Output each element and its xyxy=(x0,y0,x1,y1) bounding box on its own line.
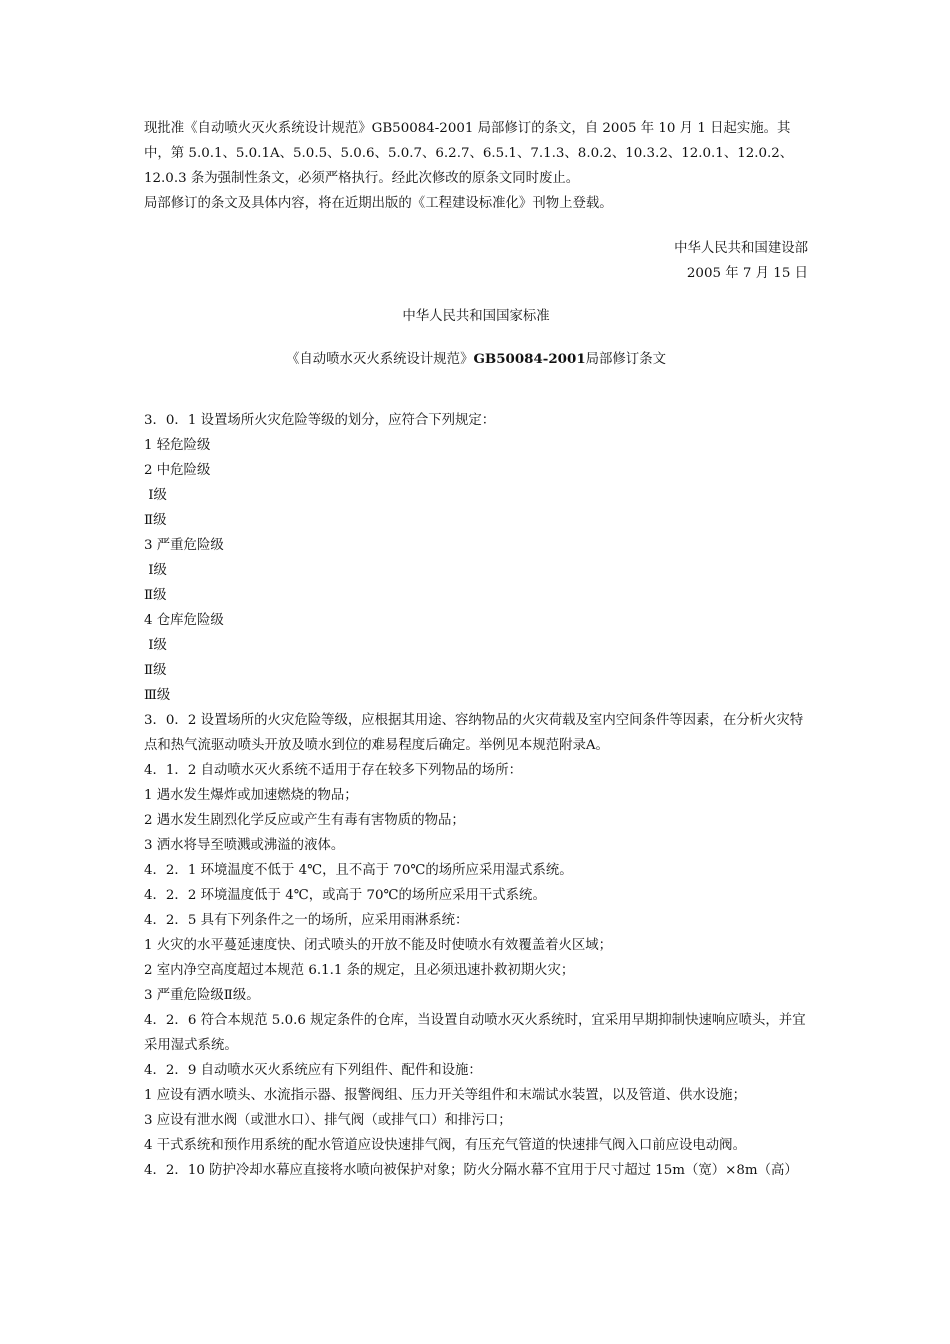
document-page xyxy=(144,116,808,1183)
clause-line: 1 火灾的水平蔓延速度快、闭式喷头的开放不能及时使喷水有效覆盖着火区域； xyxy=(144,938,613,953)
clause-line: 2 室内净空高度超过本规范 6.1.1 条的规定，且必须迅速扑救初期火灾； xyxy=(144,963,575,978)
title-prefix: 《自动喷水灭火系统设计规范》 xyxy=(286,352,474,367)
issuer-signature: 中华人民共和国建设部 xyxy=(674,241,808,256)
clause-line: Ⅱ级 xyxy=(144,513,167,528)
clause-list xyxy=(144,408,808,1183)
clause-line: Ⅱ级 xyxy=(144,663,167,678)
clause-line: 1 轻危险级 xyxy=(144,438,211,453)
clause-line: Ⅰ级 xyxy=(144,563,167,578)
intro-paragraph-approval: 现批准《自动喷火灭火系统设计规范》GB50084-2001 局部修订的条文，自 2005 年 10 月 1 日起实施。其中，第 5.0.1、5.0.1A、5.0.5、5.0.6、5.0.7、6.2.7、6.5.1、7.1.3、8.0.2、10.3.2、12.0.1、12.0.2、12.0.3 条为强制性条文，必须严格执行。经此次修改的原条文同时废止。 xyxy=(144,121,794,186)
clause-line: 3．0．2 设置场所的火灾危险等级，应根据其用途、容纳物品的火灾荷载及室内空间条件等因素，在分析火灾特点和热气流驱动喷头开放及喷水到位的难易程度后确定。举例见本规范附录A。 xyxy=(144,713,804,753)
issue-date: 2005 年 7 月 15 日 xyxy=(686,266,808,281)
clause-line: Ⅱ级 xyxy=(144,588,167,603)
clause-line: 1 应设有洒水喷头、水流指示器、报警阀组、压力开关等组件和末端试水装置，以及管道、供水设施； xyxy=(144,1088,746,1103)
clause-line: 4．2．1 环境温度不低于 4℃，且不高于 70℃的场所应采用湿式系统。 xyxy=(144,863,573,878)
spacer xyxy=(144,372,808,408)
clause-line: 3 洒水将导至喷溅或沸溢的液体。 xyxy=(144,838,345,853)
clause-line: 2 遇水发生剧烈化学反应或产生有毒有害物质的物品； xyxy=(144,813,465,828)
clause-line: 4．2．2 环境温度低于 4℃，或高于 70℃的场所应采用干式系统。 xyxy=(144,888,546,903)
intro-paragraph-publication: 局部修订的条文及具体内容，将在近期出版的《工程建设标准化》刊物上登载。 xyxy=(144,196,613,211)
clause-line: 4．2．10 防护冷却水幕应直接将水喷向被保护对象；防火分隔水幕不宜用于尺寸超过 15m（宽）×8m（高） xyxy=(144,1163,798,1178)
clause-line: 3．0．1 设置场所火灾危险等级的划分，应符合下列规定： xyxy=(144,413,496,428)
title-code: GB50084-2001 xyxy=(473,351,586,367)
spacer xyxy=(144,329,808,347)
clause-line: Ⅰ级 xyxy=(144,488,167,503)
clause-line: 3 应设有泄水阀（或泄水口）、排气阀（或排气口）和排污口； xyxy=(144,1113,512,1128)
clause-line: 4．1．2 自动喷水灭火系统不适用于存在较多下列物品的场所： xyxy=(144,763,522,778)
title-suffix: 局部修订条文 xyxy=(585,352,666,367)
clause-line: 4．2．5 具有下列条件之一的场所，应采用雨淋系统： xyxy=(144,913,469,928)
clause-line: 4．2．6 符合本规范 5.0.6 规定条件的仓库，当设置自动喷水灭火系统时，宜采用早期抑制快速响应喷头，并宜采用湿式系统。 xyxy=(144,1013,806,1053)
clause-line: Ⅲ级 xyxy=(144,688,171,703)
clause-line: Ⅰ级 xyxy=(144,638,167,653)
clause-line: 2 中危险级 xyxy=(144,463,211,478)
clause-line: 1 遇水发生爆炸或加速燃烧的物品； xyxy=(144,788,358,803)
spacer xyxy=(144,216,808,236)
clause-line: 3 严重危险级Ⅱ级。 xyxy=(144,988,260,1003)
document-title xyxy=(144,347,808,372)
clause-line: 4 干式系统和预作用系统的配水管道应设快速排气阀，有压充气管道的快速排气阀入口前应设电动阀。 xyxy=(144,1138,746,1153)
clause-line: 4．2．9 自动喷水灭火系统应有下列组件、配件和设施： xyxy=(144,1063,482,1078)
clause-line: 3 严重危险级 xyxy=(144,538,224,553)
standard-heading: 中华人民共和国国家标准 xyxy=(402,309,550,324)
spacer xyxy=(144,286,808,304)
clause-line: 4 仓库危险级 xyxy=(144,613,224,628)
